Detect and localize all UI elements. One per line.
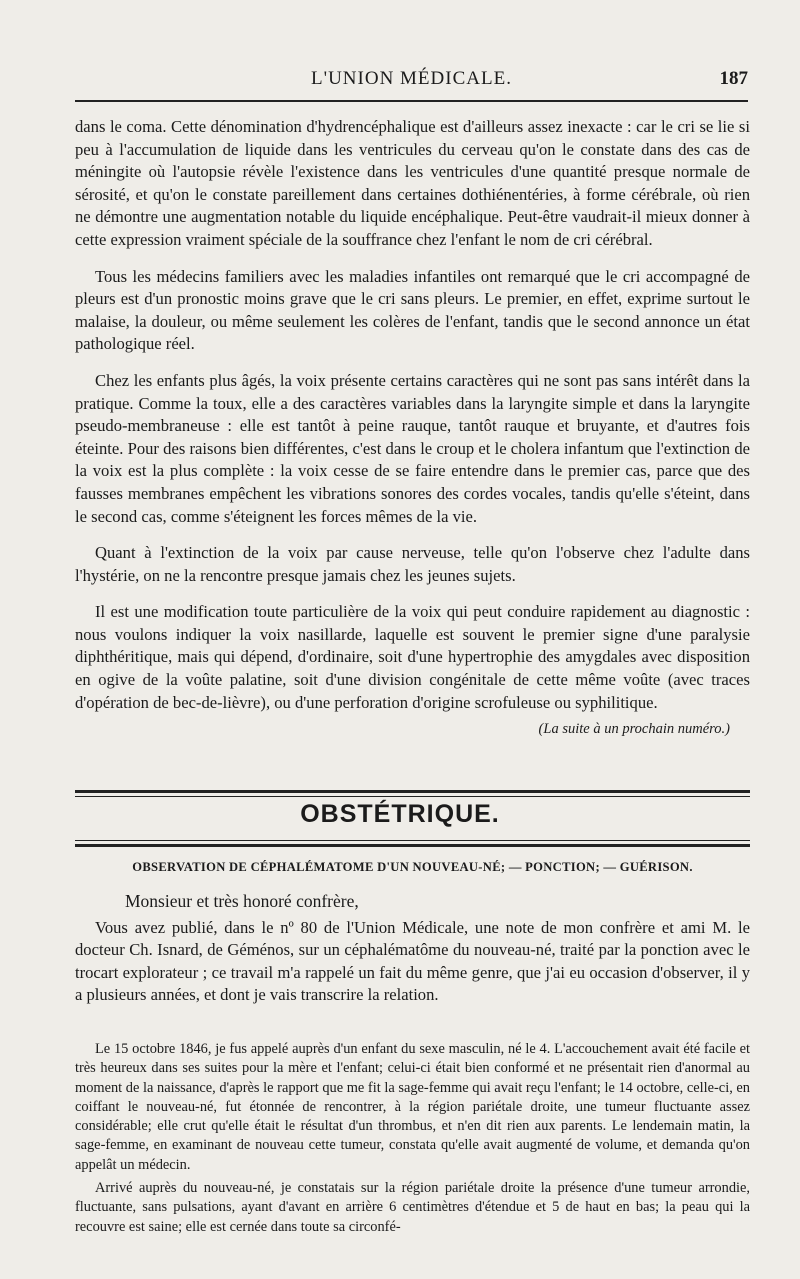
article-paragraph-1: Vous avez publié, dans le nº 80 de l'Union Médicale, une note de mon confrère et ami M. le docteur Ch. Isnard, de Géménos, sur un céphalématôme du nouveau-né, traité par la ponction avec le trocart explorateur ; ce travail m'a rappelé un fait du même genre, que j'ai eu occasion d'observer, il y a plusieurs années, et dont je vais transcrire la relation. <box>75 917 750 1005</box>
continued-note: (La suite à un prochain numéro.) <box>538 721 730 738</box>
page-header <box>75 68 748 98</box>
section-heading: OBSTÉTRIQUE. <box>300 800 500 828</box>
paragraph-1: dans le coma. Cette dénomination d'hydrencéphalique est d'ailleurs assez inexacte : car le cri se lie si peu à l'accumulation de liquide dans les ventricules du cerveau qu'on le constate dans des cas de méningite où l'autopsie révèle l'existence dans les ventricules d'une quantité presque normale de sérosité, et qu'on le constate pareillement dans certaines dothiénentéries, à forme cérébrale, où rien ne démontre une augmentation notable du liquide encéphalique. Peut-être vaudrait-il mieux donner à cette expression vraiment spéciale de la souffrance chez l'enfant le nom de cri cérébral. <box>75 117 750 249</box>
section-rule-top <box>75 790 750 797</box>
paragraph-2: Tous les médecins familiers avec les maladies infantiles ont remarqué que le cri accompagné de pleurs est d'un pronostic moins grave que le cri sans pleurs. Le premier, en effet, exprime surtout le malaise, la douleur, ou même seulement les colères de l'enfant, tandis que le second annonce un état pathologique réel. <box>75 266 750 354</box>
article-paragraph-2: Le 15 octobre 1846, je fus appelé auprès d'un enfant du sexe masculin, né le 4. L'accouchement avait été facile et très heureux dans ses suites pour la mère et l'enfant; celui-ci était bien conformé et ne présentait rien d'anormal au moment de la naissance, d'après le rapport que me fit la sage-femme qui avait reçu l'enfant; le 14 octobre, celle-ci, en coiffant le nouveau-né, fut étonnée de rencontrer, à la région pariétale droite, une tumeur fluctuante assez considérable; elle crut qu'elle était le résultat d'un thrombus, et n'en dit rien aux parents. Le lendemain matin, la sage-femme, en examinant de nouveau cette tumeur, constata qu'elle avait augmenté de volume, et demanda qu'on appelât un médecin. <box>75 1041 750 1173</box>
section-rule-bottom <box>75 840 750 847</box>
paragraph-4: Quant à l'extinction de la voix par cause nerveuse, telle qu'on l'observe chez l'adulte dans l'hystérie, on ne la rencontre presque jamais chez les jeunes sujets. <box>75 543 750 585</box>
paragraph-3: Chez les enfants plus âgés, la voix présente certains caractères qui ne sont pas sans intérêt dans la pratique. Comme la toux, elle a des caractères variables dans la laryngite simple et dans la laryngite pseudo-membraneuse : elle est tantôt à peine rauque, tantôt rauque et bruyante, et d'autres fois éteinte. Pour des raisons bien différentes, c'est dans le croup et le cholera infantum que l'extinction de la voix est la plus complète : la voix cesse de se faire entendre dans le premier cas, parce que des fausses membranes empêchent les vibrations sonores des cordes vocales, tandis qu'elle s'éteint, dans le second cas, comme s'éteignent les forces mêmes de la vie. <box>75 370 750 526</box>
article-title: OBSERVATION DE CÉPHALÉMATOME D'UN NOUVEAU-NÉ; — PONCTION; — GUÉRISON. <box>132 860 693 874</box>
page-number: 187 <box>719 68 748 89</box>
header-rule <box>75 100 748 102</box>
running-title: L'UNION MÉDICALE. <box>311 68 512 89</box>
body-text <box>75 116 750 741</box>
article-text <box>75 890 750 1017</box>
article-small-text <box>75 1040 750 1241</box>
salutation: Monsieur et très honoré confrère, <box>125 891 359 911</box>
article-paragraph-3: Arrivé auprès du nouveau-né, je constatais sur la région pariétale droite la présence d'une tumeur arrondie, fluctuante, sans pulsations, ayant d'avant en arrière 6 centimètres d'étendue et 5 de haut en bas; la peau qui la recouvre est saine; elle est cernée dans toute sa circonfé- <box>75 1180 750 1235</box>
paragraph-5: Il est une modification toute particulière de la voix qui peut conduire rapidement au diagnostic : nous voulons indiquer la voix nasillarde, laquelle est souvent le premier signe d'une paralysie diphthéritique, mais qui dépend, d'ordinaire, soit d'une hypertrophie des amygdales avec disposition en ogive de la voûte palatine, soit d'une division congénitale de cette même voûte (avec traces d'opération de bec-de-lièvre), ou d'une perforation d'origine scrofuleuse ou syphilitique. <box>75 602 750 712</box>
